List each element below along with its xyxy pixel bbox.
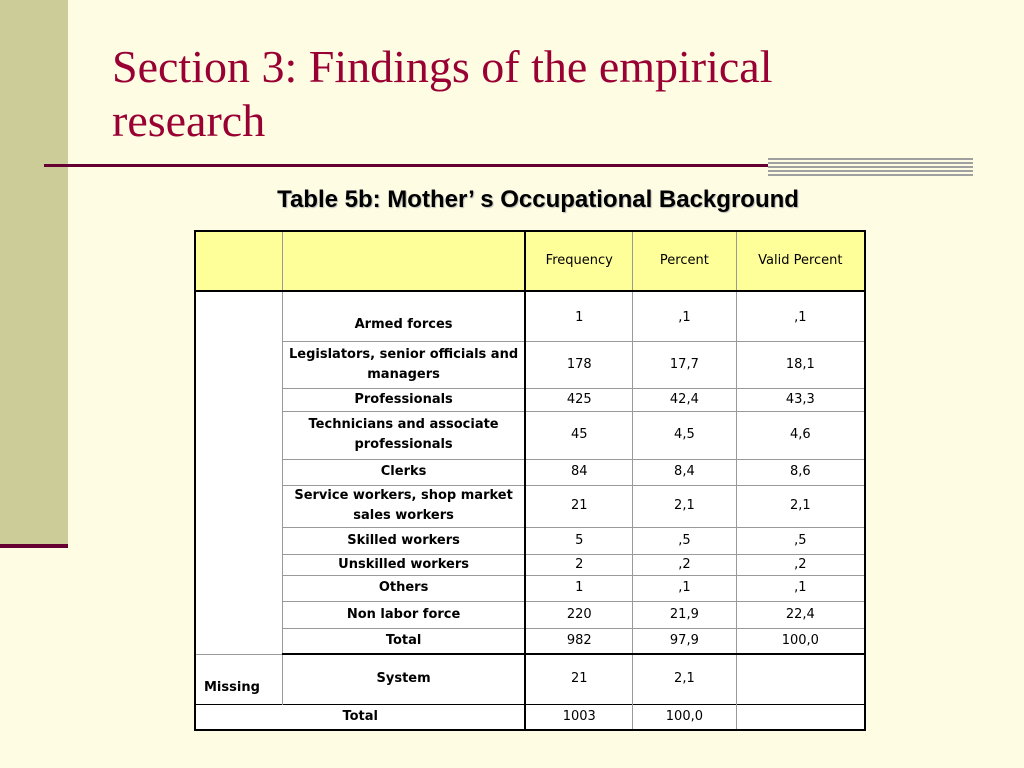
row-valid-percent: 2,1 <box>736 485 865 527</box>
row-valid-percent: ,1 <box>736 575 865 601</box>
row-frequency: 220 <box>525 601 632 628</box>
table-row-missing <box>195 654 865 704</box>
row-frequency: 1 <box>525 291 632 341</box>
header-percent: Percent <box>633 231 737 291</box>
title-divider <box>44 164 768 167</box>
table-row <box>195 341 865 388</box>
row-frequency: 1 <box>525 575 632 601</box>
left-accent-band <box>0 0 68 547</box>
row-percent: 8,4 <box>633 459 737 485</box>
table-row <box>195 554 865 575</box>
row-frequency: 2 <box>525 554 632 575</box>
row-label: Clerks <box>282 459 525 485</box>
row-percent: 21,9 <box>633 601 737 628</box>
table-row <box>195 628 865 654</box>
row-valid-percent: 43,3 <box>736 388 865 411</box>
table-row <box>195 459 865 485</box>
row-percent: 42,4 <box>633 388 737 411</box>
left-accent-line <box>0 544 68 548</box>
table-row <box>195 601 865 628</box>
row-label: Others <box>282 575 525 601</box>
table-header-row <box>195 231 865 291</box>
row-frequency: 21 <box>525 654 632 704</box>
row-valid-percent <box>736 704 865 730</box>
row-frequency: 45 <box>525 411 632 459</box>
row-valid-percent: 18,1 <box>736 341 865 388</box>
row-percent: 2,1 <box>633 485 737 527</box>
title-divider-stripes <box>768 158 973 178</box>
header-frequency: Frequency <box>525 231 632 291</box>
row-percent: ,1 <box>633 291 737 341</box>
row-frequency: 84 <box>525 459 632 485</box>
table-caption: Table 5b: Mother’ s Occupational Background <box>277 186 799 213</box>
row-valid-percent: ,2 <box>736 554 865 575</box>
header-empty-cell <box>282 231 525 291</box>
row-label: Non labor force <box>282 601 525 628</box>
row-label: Unskilled workers <box>282 554 525 575</box>
row-valid-percent: 22,4 <box>736 601 865 628</box>
row-label: Service workers, shop market sales workers <box>282 485 525 527</box>
row-percent: 4,5 <box>633 411 737 459</box>
row-frequency: 21 <box>525 485 632 527</box>
row-label: Total <box>195 704 525 730</box>
row-valid-percent: 8,6 <box>736 459 865 485</box>
row-label: Total <box>282 628 525 654</box>
row-frequency: 178 <box>525 341 632 388</box>
table-row-grand-total <box>195 704 865 730</box>
group-missing-label: Missing <box>195 654 282 704</box>
row-label: Skilled workers <box>282 527 525 554</box>
table-row <box>195 291 865 341</box>
table-row <box>195 485 865 527</box>
row-valid-percent: ,5 <box>736 527 865 554</box>
row-percent: ,2 <box>633 554 737 575</box>
header-empty-cell <box>195 231 282 291</box>
row-valid-percent: ,1 <box>794 310 807 325</box>
slide-title: Section 3: Findings of the empirical research <box>112 41 773 146</box>
table-row <box>195 575 865 601</box>
row-percent: ,1 <box>633 575 737 601</box>
row-frequency: 1003 <box>525 704 632 730</box>
row-percent: 100,0 <box>633 704 737 730</box>
row-percent: ,5 <box>633 527 737 554</box>
row-valid-percent <box>736 654 865 704</box>
row-label: Legislators, senior officials and managers <box>282 341 525 388</box>
row-percent: 97,9 <box>633 628 737 654</box>
row-label: Professionals <box>282 388 525 411</box>
table-row <box>195 388 865 411</box>
row-label: Armed forces <box>282 291 525 341</box>
group-valid-cell <box>195 291 282 654</box>
header-valid-percent: Valid Percent <box>736 231 865 291</box>
row-percent: 2,1 <box>633 654 737 704</box>
row-percent: 17,7 <box>633 341 737 388</box>
row-frequency: 425 <box>525 388 632 411</box>
row-frequency: 982 <box>525 628 632 654</box>
occupation-table <box>194 230 866 731</box>
row-valid-percent: 100,0 <box>736 628 865 654</box>
table-row <box>195 527 865 554</box>
row-frequency: 5 <box>525 527 632 554</box>
row-label: System <box>282 654 525 704</box>
row-valid-percent: 4,6 <box>736 411 865 459</box>
table-row <box>195 411 865 459</box>
row-label: Technicians and associate professionals <box>282 411 525 459</box>
